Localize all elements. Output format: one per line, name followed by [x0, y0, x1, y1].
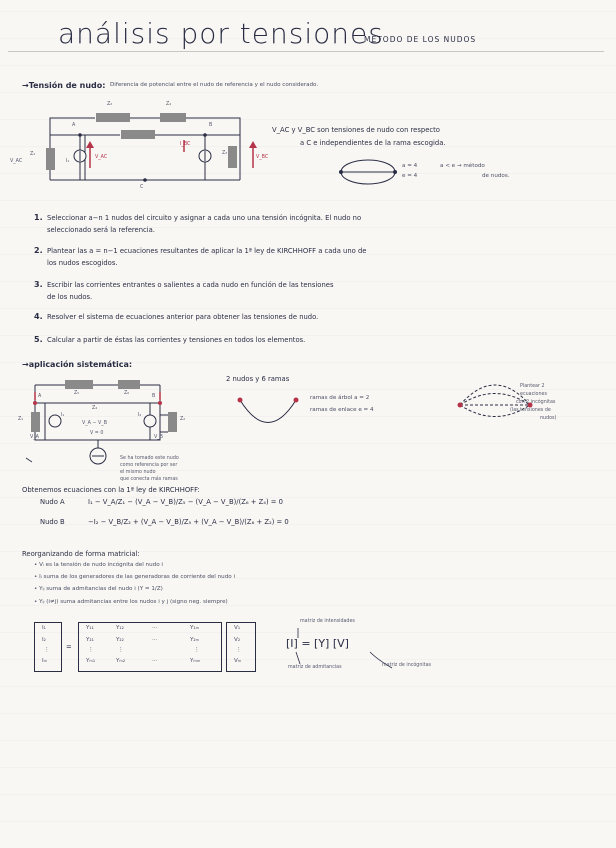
dots-1: ··· [152, 625, 158, 631]
ground-note-2: como referencia por ser [120, 463, 178, 468]
label-z6: Z₆ [124, 391, 130, 396]
label-z4: Z₄ [166, 102, 172, 107]
step-3-line-2: de los nudos. [47, 293, 93, 301]
node-b-label: Nudo B [40, 518, 65, 526]
y2m: Y₂ₘ [190, 637, 200, 643]
label-z4-c2: Z₄ [92, 406, 98, 411]
ym2: Yₘ₂ [116, 658, 126, 664]
compact-equation: [I] = [Y] [V] [286, 637, 349, 650]
kirchhoff-intro: Obtenemos ecuaciones con la 1ª ley de KIRCHHOFF: [22, 486, 200, 494]
application-heading: →aplicación sistemática: [22, 360, 133, 369]
bullet-3-text: Yᵢⱼ suma de admitancias del nudo i (Y = 1/Z) [39, 586, 163, 592]
step-2-number: 2. [34, 246, 43, 255]
graph-ineq-2: de nudos. [482, 173, 510, 179]
page-title: análisis por tensiones [58, 17, 384, 50]
dots-2: ··· [152, 637, 158, 643]
right-note-2: ecuaciones [520, 392, 547, 397]
matrix-bracket [78, 622, 222, 672]
definition-heading: →Tensión de nudo: [22, 81, 106, 90]
middle-resistor [121, 130, 155, 139]
matrix-intro: Reorganizando de forma matricial: [22, 550, 140, 558]
label-vb: V_B [154, 435, 163, 440]
label-v0: V = 0 [90, 431, 104, 436]
label-z1-c2: Z₁ [18, 417, 24, 422]
vdots-3: ⋮ [194, 647, 200, 653]
label-intensities: matriz de intensidades [300, 619, 355, 624]
label-a-c2: A [38, 394, 42, 399]
label-node-a: A [72, 123, 76, 128]
label-z1: Z₁ [30, 152, 36, 157]
tree-arc-graph [240, 400, 296, 423]
step-1-line-1: Seleccionar a−n 1 nudos del circuito y asignar a cada uno una tensión incógnita. El nudo no [47, 214, 362, 222]
graph-a-eq: a = 4 [402, 163, 418, 169]
circuit1-note-2: a C e independientes de la rama escogida. [300, 139, 446, 147]
label-i1-c2: I₁ [61, 413, 65, 418]
source-i1-icon-2 [49, 415, 61, 427]
step-3-number: 3. [34, 280, 43, 289]
graph-4-branches [341, 160, 395, 184]
dots-3: ··· [152, 658, 158, 664]
rhs-3: ⋮ [236, 647, 242, 653]
tree-branches-text: ramas de árbol a = 2 [310, 395, 370, 401]
label-node-c: C [140, 185, 144, 190]
y11: Y₁₁ [86, 625, 94, 631]
label-v-ac-arrow: V_AC [95, 155, 108, 160]
vdots-1: ⋮ [88, 647, 94, 653]
label-v-bc-arrow: V_BC [256, 155, 269, 160]
graph-ineq: a < e → método [440, 163, 485, 169]
definition-text: Diferencia de potencial entre el nudo de referencia y el nudo considerado. [110, 82, 319, 88]
right-note-3: con 2 incógnitas [516, 400, 556, 405]
z1-resistor [46, 148, 55, 170]
bullet-3: • Yᵢⱼ suma de admitancias del nudo i (Y = 1/Z) [34, 586, 163, 592]
label-unknowns: matriz de incógnitas [382, 663, 432, 668]
step-3-line-1: Escribir las corrientes entrantes o salientes a cada nudo en función de las tensiones [47, 281, 334, 289]
z2-resistor [96, 113, 130, 122]
vdots-2: ⋮ [118, 647, 124, 653]
right-note-5: nudos) [540, 416, 557, 421]
label-i-bc: I_BC [180, 142, 191, 147]
lhs-3: ⋮ [44, 647, 50, 653]
right-note-1: Plantear 2 [520, 384, 545, 389]
rhs-1: V₁ [234, 625, 241, 631]
z5-resistor [65, 380, 93, 389]
circuit1-note-1: V_AC y V_BC son tensiones de nudo con respecto [272, 126, 440, 134]
bullet-1-text: Vᵢ es la tensión de nudo incógnita del nudo i [39, 562, 163, 568]
label-i2-c2: I₂ [138, 413, 142, 418]
step-1-line-2: seleccionado será la referencia. [47, 226, 155, 234]
link-branches-text: ramas de enlace e = 4 [310, 407, 374, 413]
node-b-equation: −I₂ − V_B/Z₂ + (V_A − V_B)/Z₅ + (V_A − V_B)/(Z₆ + Z₂) = 0 [88, 518, 289, 526]
step-2-line-1: Plantear las a = n−1 ecuaciones resultantes de aplicar la 1ª ley de KIRCHHOFF a cada uno de [47, 247, 367, 255]
z3-resistor [228, 146, 237, 168]
label-admittances: matriz de admitancias [288, 665, 342, 670]
rhs-4: Vₘ [234, 658, 242, 664]
source-i2-icon-2 [144, 415, 156, 427]
step-4-number: 4. [34, 312, 43, 321]
graph-e-eq: e = 4 [402, 173, 418, 179]
bullet-1: • Vᵢ es la tensión de nudo incógnita del nudo i [34, 562, 163, 568]
step-4-line-1: Resolver el sistema de ecuaciones anterior para obtener las tensiones de nudo. [47, 313, 319, 321]
lhs-2: I₂ [42, 637, 46, 643]
label-i1: I₁ [66, 159, 70, 164]
z6-resistor [118, 380, 140, 389]
z2-resistor-2 [168, 412, 177, 432]
label-va: V_A [30, 435, 39, 440]
step-1-number: 1. [34, 213, 43, 222]
label-z3: Z₃ [222, 151, 228, 156]
step-5-number: 5. [34, 335, 43, 344]
ground-note-4: que conecta más ramas [120, 477, 178, 482]
ymm: Yₘₘ [190, 658, 201, 664]
label-node-b: B [209, 123, 213, 128]
rhs-2: V₂ [234, 637, 241, 643]
step-2-line-2: los nudos escogidos. [47, 259, 118, 267]
bullet-2-text: Iᵢ suma de los generadores de las generadoras de corriente del nudo i [39, 574, 236, 580]
label-va-vb: V_A − V_B [82, 421, 108, 426]
bullet-4: • Yᵢⱼ (i≠j) suma admitancias entre los nudos i y j (signo neg. siempre) [34, 599, 228, 605]
bullet-2: • Iᵢ suma de los generadores de las generadoras de corriente del nudo i [34, 574, 236, 580]
y21: Y₂₁ [86, 637, 94, 643]
node-a-equation: I₁ − V_A/Z₁ − (V_A − V_B)/Z₅ − (V_A − V_B)/(Z₆ + Z₄) = 0 [88, 498, 283, 506]
node-a-label: Nudo A [40, 498, 65, 506]
lhs-1: I₁ [42, 625, 46, 631]
lhs-4: Iₘ [42, 658, 48, 664]
label-z2: Z₂ [107, 102, 113, 107]
y22: Y₂₂ [116, 637, 124, 643]
z4-resistor [160, 113, 186, 122]
bullet-4-text: Yᵢⱼ (i≠j) suma admitancias entre los nudos i y j (signo neg. siempre) [39, 599, 228, 605]
y1m: Y₁ₘ [190, 625, 200, 631]
nodes-branches-text: 2 nudos y 6 ramas [226, 375, 290, 383]
ym1: Yₘ₁ [86, 658, 96, 664]
z1-resistor-2 [31, 412, 40, 432]
label-vac-left: V_AC [10, 159, 23, 164]
step-5-line-1: Calcular a partir de éstas las corrientes y tensiones en todos los elementos. [47, 336, 306, 344]
label-z2-c2: Z₂ [180, 417, 186, 422]
page-subtitle: MÉTODO DE LOS NUDOS [364, 35, 477, 44]
right-note-4: (las tensiones de [510, 408, 551, 413]
label-b-c2: B [152, 394, 156, 399]
ground-note-1: Se ha tomado este nudo [120, 456, 179, 461]
equals-sign: = [66, 643, 72, 651]
label-z5: Z₅ [74, 391, 80, 396]
y12: Y₁₂ [116, 625, 124, 631]
ground-note-3: el mismo nudo [120, 470, 156, 475]
